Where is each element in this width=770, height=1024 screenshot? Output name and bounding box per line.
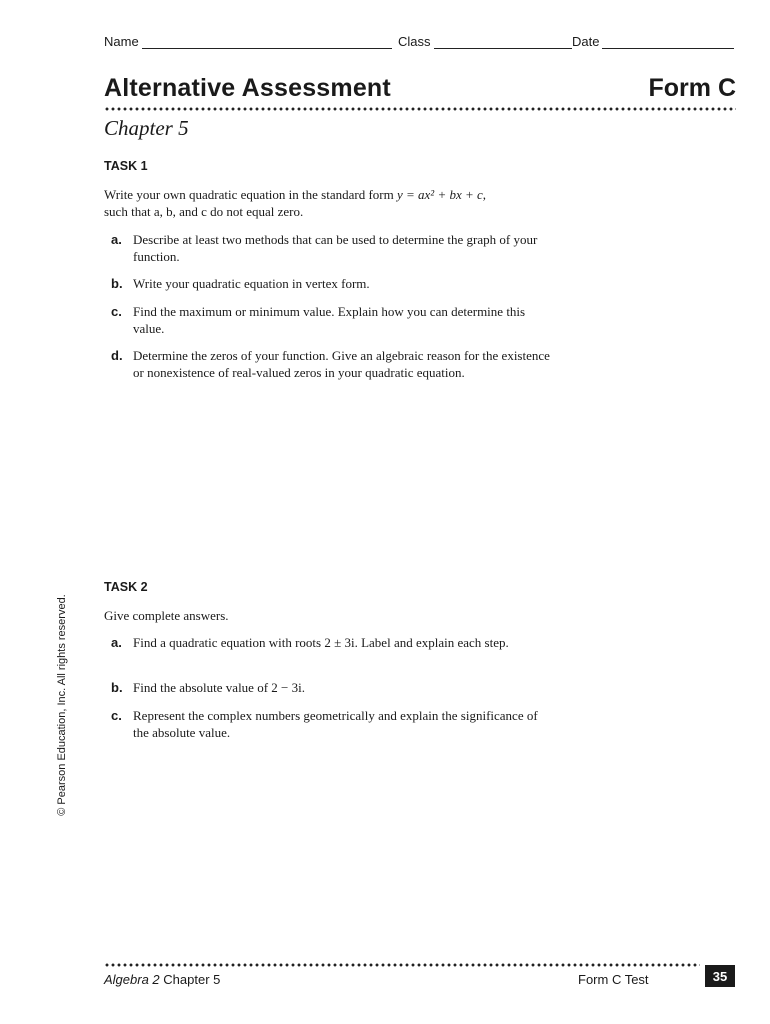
task1-heading: TASK 1 (104, 159, 148, 173)
name-label: Name (104, 34, 139, 49)
item-text: Write your quadratic equation in vertex form. (133, 276, 370, 291)
item-text: Represent the complex numbers geometrically and explain the significance of the absolute value. (133, 708, 538, 740)
item-letter: b. (111, 276, 123, 291)
footer-dot-divider (104, 962, 700, 968)
task1-item-c (111, 303, 551, 337)
item-letter: d. (111, 348, 123, 363)
item-letter: c. (111, 304, 122, 319)
name-field (104, 34, 392, 49)
task1-intro-text: Write your own quadratic equation in the standard form (104, 187, 397, 202)
chapter-title: Chapter 5 (104, 116, 189, 140)
footer-book (104, 972, 220, 987)
task1-item-b (111, 275, 551, 292)
footer-test: Form C Test (578, 972, 649, 987)
date-field (572, 34, 734, 49)
task2-intro: Give complete answers. (104, 608, 229, 623)
task1-item-a (111, 231, 551, 265)
item-letter: b. (111, 680, 123, 695)
page-title: Alternative Assessment (104, 74, 391, 102)
footer-book-title: Algebra 2 (104, 972, 160, 987)
title-dot-divider (104, 106, 736, 112)
task2-item-c (111, 707, 551, 741)
item-text: Find the absolute value of 2 − 3i. (133, 680, 305, 695)
task1-intro (104, 186, 564, 220)
item-text: Describe at least two methods that can be used to determine the graph of your function. (133, 232, 538, 264)
footer-chapter: Chapter 5 (163, 972, 221, 987)
form-label: Form C (648, 74, 736, 102)
task2-heading: TASK 2 (104, 580, 148, 594)
name-line[interactable] (142, 35, 392, 49)
item-text: Determine the zeros of your function. Give an algebraic reason for the existence or nonexistence of real-valued zeros in your quadratic equation. (133, 348, 550, 380)
item-letter: a. (111, 635, 122, 650)
task2-item-b (111, 679, 551, 696)
item-letter: c. (111, 708, 122, 723)
item-text: Find a quadratic equation with roots 2 ± 3i. Label and explain each step. (133, 635, 509, 650)
page-number: 35 (705, 965, 735, 987)
copyright-sidebar: © Pearson Education, Inc. All rights reserved. (56, 594, 68, 816)
date-label: Date (572, 34, 600, 49)
class-label: Class (398, 34, 431, 49)
task2-item-a (111, 634, 551, 651)
task1-intro-equation: y = ax² + bx + c, (396, 187, 487, 202)
item-letter: a. (111, 232, 122, 247)
item-text: Find the maximum or minimum value. Explain how you can determine this value. (133, 304, 526, 336)
class-field (398, 34, 572, 49)
date-line[interactable] (602, 35, 734, 49)
task1-item-d (111, 347, 551, 381)
class-line[interactable] (434, 35, 572, 49)
task1-intro-text-2: such that a, b, and c do not equal zero. (104, 204, 304, 219)
